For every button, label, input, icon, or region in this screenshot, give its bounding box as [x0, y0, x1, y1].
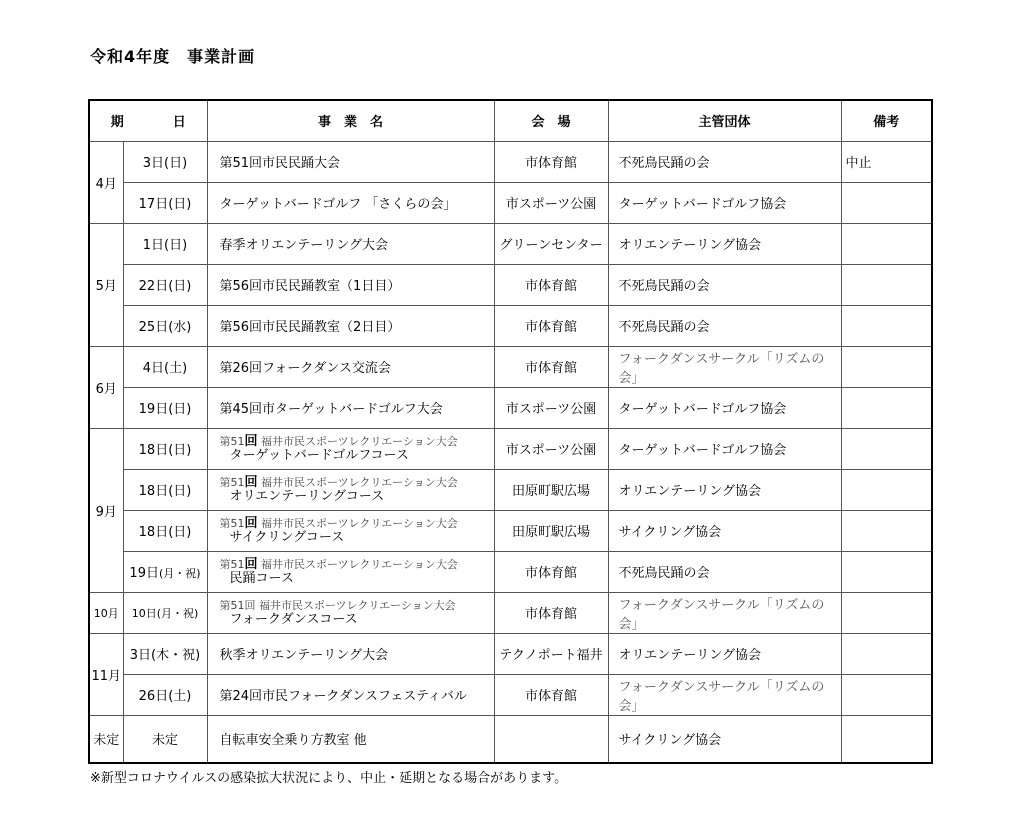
date-cell: 17日(日)	[123, 182, 207, 223]
table-row	[89, 182, 932, 223]
table-row	[89, 428, 932, 469]
venue-cell: テクノポート福井	[494, 633, 608, 674]
note-cell	[841, 674, 932, 715]
date-cell: 18日(日)	[123, 469, 207, 510]
header-organizer: 主管団体	[608, 100, 841, 141]
note-cell	[841, 182, 932, 223]
month-cell: 9月	[89, 428, 123, 592]
event-course: 民踊コース	[229, 570, 294, 586]
event-cell	[207, 592, 494, 633]
date-cell: 10日(月・祝)	[123, 592, 207, 633]
table-row	[89, 633, 932, 674]
event-prefix: 第51回 福井市民スポーツレクリエーション大会	[219, 556, 458, 572]
organizer-cell: フォークダンスサークル「リズムの会」	[608, 592, 841, 633]
event-prefix: 第51回 福井市民スポーツレクリエーション大会	[219, 433, 458, 449]
venue-cell	[494, 715, 608, 763]
date-cell: 18日(日)	[123, 428, 207, 469]
note-cell	[841, 305, 932, 346]
note-cell	[841, 510, 932, 551]
note-cell	[841, 264, 932, 305]
date-cell: 25日(水)	[123, 305, 207, 346]
table-row	[89, 715, 932, 763]
organizer-cell: オリエンテーリング協会	[608, 223, 841, 264]
event-cell: 第26回フォークダンス交流会	[207, 346, 494, 387]
organizer-cell: オリエンテーリング協会	[608, 469, 841, 510]
venue-cell: 市スポーツ公園	[494, 182, 608, 223]
organizer-cell: 不死鳥民踊の会	[608, 264, 841, 305]
header-date-part2: 日	[172, 115, 186, 131]
month-cell: 未定	[89, 715, 123, 763]
table-row	[89, 305, 932, 346]
organizer-cell: 不死鳥民踊の会	[608, 305, 841, 346]
venue-cell: 市体育館	[494, 592, 608, 633]
table-row	[89, 510, 932, 551]
table-row	[89, 592, 932, 633]
venue-cell: 田原町駅広場	[494, 469, 608, 510]
event-cell: 春季オリエンテーリング大会	[207, 223, 494, 264]
event-cell: 第45回市ターゲットバードゴルフ大会	[207, 387, 494, 428]
month-cell: 6月	[89, 346, 123, 428]
header-event: 事 業 名	[207, 100, 494, 141]
table-row	[89, 264, 932, 305]
event-cell: ターゲットバードゴルフ 「さくらの会」	[207, 182, 494, 223]
date-cell: 26日(土)	[123, 674, 207, 715]
event-cell: 第24回市民フォークダンスフェスティバル	[207, 674, 494, 715]
note-cell: 中止	[841, 141, 932, 182]
date-cell: 22日(日)	[123, 264, 207, 305]
organizer-cell: ターゲットバードゴルフ協会	[608, 428, 841, 469]
date-cell: 3日(日)	[123, 141, 207, 182]
table-row	[89, 223, 932, 264]
event-course: ターゲットバードゴルフコース	[229, 447, 409, 463]
date-cell: 19日(月・祝)	[123, 551, 207, 592]
venue-cell: グリーンセンター	[494, 223, 608, 264]
event-cell: 秋季オリエンテーリング大会	[207, 633, 494, 674]
table-row	[89, 469, 932, 510]
venue-cell: 市体育館	[494, 264, 608, 305]
page-title: 令和4年度 事業計画	[90, 47, 256, 66]
venue-cell: 市体育館	[494, 141, 608, 182]
date-cell: 未定	[123, 715, 207, 763]
note-cell	[841, 428, 932, 469]
venue-cell: 市スポーツ公園	[494, 387, 608, 428]
organizer-cell: サイクリング協会	[608, 715, 841, 763]
table-row	[89, 551, 932, 592]
table-row	[89, 141, 932, 182]
venue-cell: 市体育館	[494, 305, 608, 346]
venue-cell: 田原町駅広場	[494, 510, 608, 551]
note-cell	[841, 551, 932, 592]
event-cell: 第51回市民民踊大会	[207, 141, 494, 182]
note-cell	[841, 387, 932, 428]
table-row	[89, 387, 932, 428]
venue-cell: 市体育館	[494, 674, 608, 715]
event-course: サイクリングコース	[229, 529, 345, 545]
table-row	[89, 674, 932, 715]
note-cell	[841, 469, 932, 510]
header-venue: 会 場	[494, 100, 608, 141]
organizer-cell: 不死鳥民踊の会	[608, 551, 841, 592]
header-date-part1: 期	[110, 115, 124, 131]
venue-cell: 市体育館	[494, 551, 608, 592]
note-cell	[841, 223, 932, 264]
event-cell	[207, 510, 494, 551]
event-cell	[207, 428, 494, 469]
organizer-cell: オリエンテーリング協会	[608, 633, 841, 674]
header-note: 備考	[841, 100, 932, 141]
event-prefix: 第51回 福井市民スポーツレクリエーション大会	[219, 515, 458, 531]
note-cell	[841, 633, 932, 674]
event-course: フォークダンスコース	[229, 611, 358, 627]
event-cell	[207, 469, 494, 510]
date-cell: 19日(日)	[123, 387, 207, 428]
venue-cell: 市スポーツ公園	[494, 428, 608, 469]
event-prefix: 第51回 福井市民スポーツレクリエーション大会	[219, 474, 458, 490]
event-cell: 第56回市民民踊教室（1日目）	[207, 264, 494, 305]
event-course: オリエンテーリングコース	[229, 488, 385, 504]
organizer-cell: サイクリング協会	[608, 510, 841, 551]
event-schedule-table	[88, 99, 933, 764]
organizer-cell: ターゲットバードゴルフ協会	[608, 387, 841, 428]
month-cell: 10月	[89, 592, 123, 633]
note-cell	[841, 346, 932, 387]
organizer-cell: フォークダンスサークル「リズムの会」	[608, 674, 841, 715]
date-cell: 1日(日)	[123, 223, 207, 264]
date-cell: 18日(日)	[123, 510, 207, 551]
month-cell: 5月	[89, 223, 123, 346]
table-row	[89, 346, 932, 387]
date-cell: 4日(土)	[123, 346, 207, 387]
organizer-cell: 不死鳥民踊の会	[608, 141, 841, 182]
header-row	[89, 100, 932, 141]
organizer-cell: フォークダンスサークル「リズムの会」	[608, 346, 841, 387]
event-cell: 第56回市民民踊教室（2日目）	[207, 305, 494, 346]
month-cell: 11月	[89, 633, 123, 715]
event-prefix: 第51回 福井市民スポーツレクリエーション大会	[219, 598, 456, 612]
date-cell: 3日(木・祝)	[123, 633, 207, 674]
venue-cell: 市体育館	[494, 346, 608, 387]
note-cell	[841, 592, 932, 633]
header-date	[89, 100, 207, 141]
note-cell	[841, 715, 932, 763]
organizer-cell: ターゲットバードゴルフ協会	[608, 182, 841, 223]
footnote: ※新型コロナウイルスの感染拡大状況により、中止・延期となる場合があります。	[90, 771, 568, 786]
event-cell	[207, 551, 494, 592]
month-cell: 4月	[89, 141, 123, 223]
event-cell: 自転車安全乗り方教室 他	[207, 715, 494, 763]
